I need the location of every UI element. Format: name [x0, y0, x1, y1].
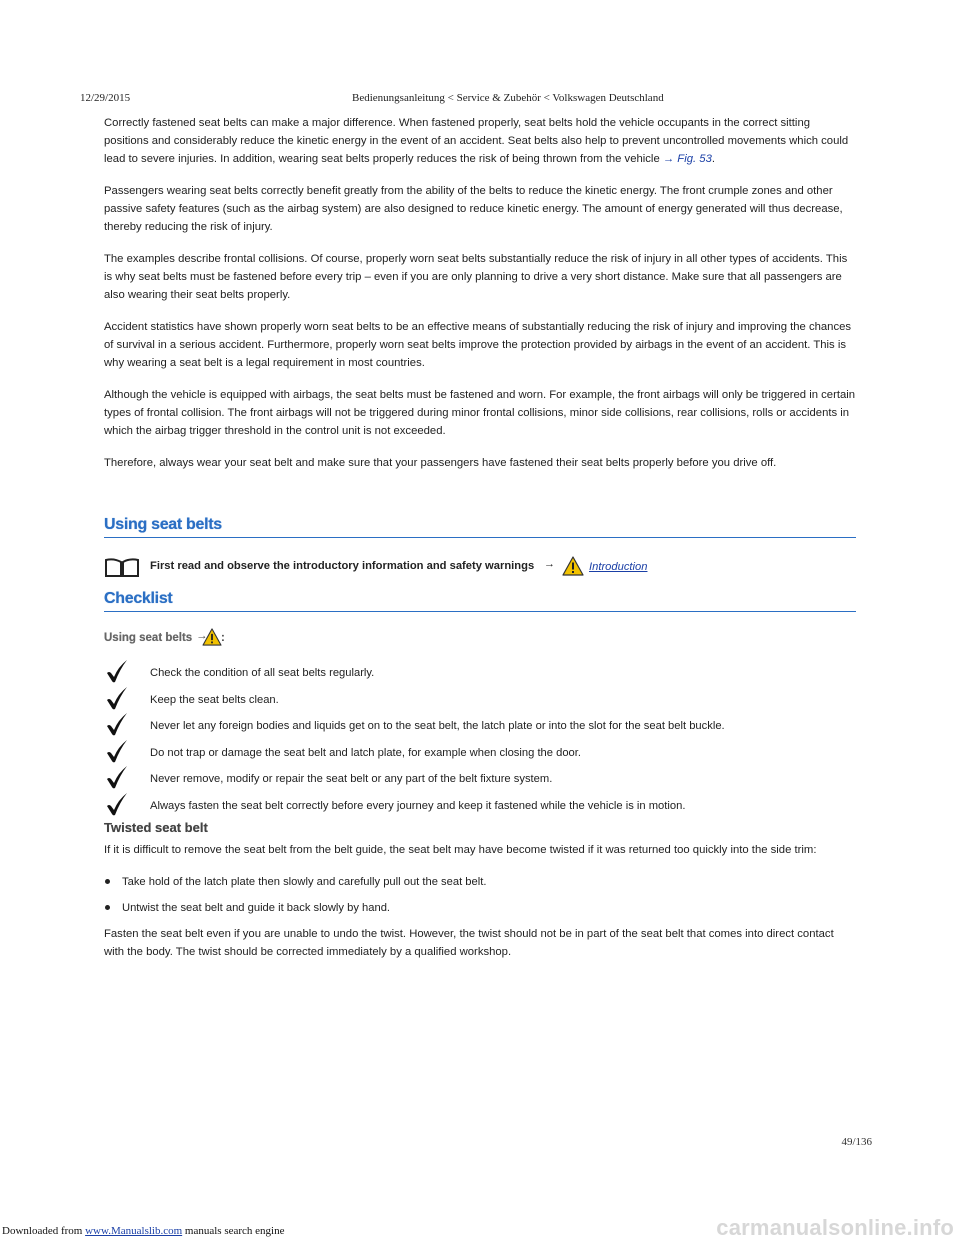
download-suffix: manuals search engine	[182, 1225, 285, 1237]
section-heading-checklist: Checklist	[104, 590, 856, 612]
list-item-text: Take hold of the latch plate then slowly and carefully pull out the seat belt.	[122, 875, 487, 888]
checklist-item	[104, 660, 856, 687]
list-item	[104, 873, 856, 891]
download-prefix: Downloaded from	[2, 1225, 86, 1237]
checklist-item	[104, 740, 856, 767]
checklist-item-text: Always fasten the seat belt correctly before every journey and keep it fastened while the vehicle is in motion.	[150, 799, 686, 812]
twisted-intro: If it is difficult to remove the seat belt from the belt guide, the seat belt may have become twisted if it was returned too quickly into the side trim:	[104, 843, 817, 856]
list-item-text: Untwist the seat belt and guide it back slowly by hand.	[122, 901, 391, 914]
paragraph-3: The examples describe frontal collisions. Of course, properly worn seat belts substantially reduce the risk of injury in all other types of accidents. This is why seat belts must be fastened before every trip – even if you are only planning to drive a very short distance. Make sure that all passengers are also wearing their seat belts properly.	[104, 253, 848, 301]
checklist-label-text: Using seat belts	[104, 632, 193, 644]
bullet-icon	[105, 905, 110, 910]
checklist-label-arrow: →	[196, 630, 208, 642]
header-title: Bedienungsanleitung < Service & Zubehör < Volkswagen Deutschland	[352, 92, 664, 104]
watermark: carmanualsonline.info	[716, 1215, 954, 1240]
twisted-closing: Fasten the seat belt even if you are unable to undo the twist. However, the twist should not be in part of the seat belt that comes into direct contact with the body. The twist should be corrected immediately by a qualified workshop.	[104, 927, 834, 958]
notice-text: First read and observe the introductory information and safety warnings	[150, 560, 535, 572]
bullet-icon	[105, 879, 110, 884]
paragraph-6: Therefore, always wear your seat belt and make sure that your passengers have fastened their seat belts properly before you drive off.	[104, 457, 777, 469]
checklist-item	[104, 766, 856, 793]
checklist-label-colon: :	[221, 632, 225, 644]
page-footer	[0, 1215, 960, 1242]
paragraph-1-text: Correctly fastened seat belts can make a major difference. When fastened properly, seat belts hold the vehicle occupants in the correct sitting positions and considerably reduce the kinetic energy in the event of an accident. Seat belts also help to prevent uncontrolled movements which could lead to severe injuries. In addition, wearing seat belts properly reduces the risk of being thrown from the vehicle	[104, 117, 849, 165]
checklist	[104, 660, 856, 820]
twisted-bullet-list	[104, 873, 856, 917]
checklist-item-text: Never let any foreign bodies and liquids get on to the seat belt, the latch plate or into the slot for the seat belt buckle.	[150, 720, 725, 733]
section-heading-twisted-seat-belt: Twisted seat belt	[104, 819, 208, 835]
main-content	[104, 114, 856, 975]
paragraph-1-end: .	[711, 153, 715, 165]
checklist-item-text: Do not trap or damage the seat belt and latch plate, for example when closing the door.	[150, 746, 581, 759]
paragraph-5: Although the vehicle is equipped with airbags, the seat belts must be fastened and worn. For example, the front airbags will only be triggered in certain types of frontal collision. The front airbags will not be triggered during minor frontal collisions, minor side collisions, rear collisions, rolls or accidents in which the airbag trigger threshold in the control unit is not exceeded.	[104, 389, 856, 437]
checklist-item	[104, 793, 856, 820]
paragraph-1	[104, 114, 856, 168]
section-heading-using-seat-belts: Using seat belts	[104, 516, 856, 538]
warning-triangle-icon	[202, 628, 222, 649]
page-header	[80, 92, 880, 106]
checklist-item	[104, 713, 856, 740]
checklist-item-text: Check the condition of all seat belts regularly.	[150, 667, 375, 679]
checklist-item-text: Never remove, modify or repair the seat belt or any part of the belt fixture system.	[150, 773, 553, 786]
checklist-item-text: Keep the seat belts clean.	[150, 693, 279, 706]
paragraph-4: Accident statistics have shown properly worn seat belts to be an effective means of substantially reducing the risk of injury and improving the chances of survival in a serious accident. Furthermore, properly worn seat belts improve the protection provided by airbags in the event of an accident. This is why wearing a seat belt is a legal requirement in most countries.	[104, 321, 852, 369]
page-number: 49/136	[841, 1136, 872, 1148]
notice-arrow: →	[544, 558, 555, 570]
checklist-item	[104, 687, 856, 714]
warning-triangle-icon	[562, 556, 584, 581]
download-note	[2, 1225, 284, 1237]
checkmark-icon	[104, 791, 130, 822]
open-book-icon	[104, 556, 140, 583]
checklist-label	[104, 626, 856, 648]
paragraph-2: Passengers wearing seat belts correctly benefit greatly from the ability of the belts to reduce the kinetic energy. The front crumple zones and other passive safety features (such as the airbag system) are also designed to reduce kinetic energy. The amount of energy generated will thus decrease, thereby reducing the risk of injury.	[104, 185, 843, 233]
manualslib-link[interactable]: www.Manualslib.com	[85, 1225, 183, 1237]
introduction-link[interactable]: Introduction	[589, 561, 648, 573]
header-date: 12/29/2015	[80, 92, 131, 104]
fig-53-link[interactable]: → Fig. 53	[662, 153, 712, 165]
safety-notice	[104, 552, 856, 578]
list-item	[104, 899, 856, 917]
